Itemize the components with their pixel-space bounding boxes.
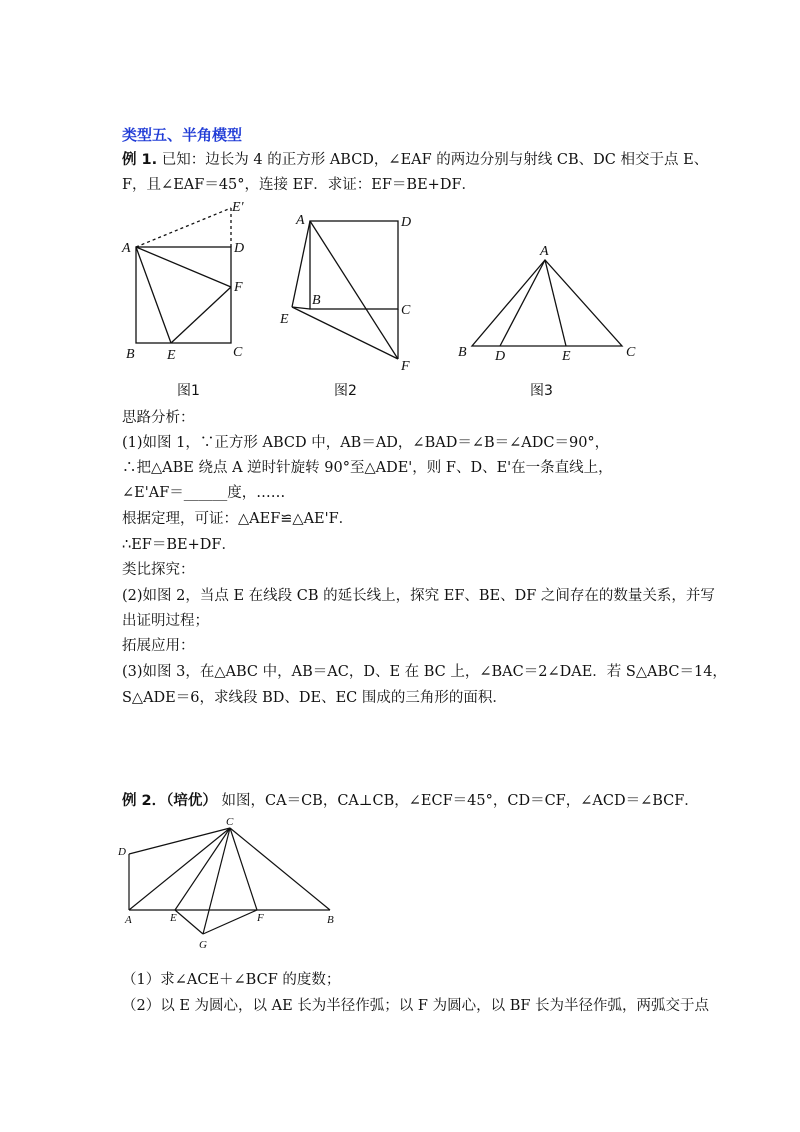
analysis-p4: 根据定理，可证：△AEF≌△AE'F． [122, 511, 354, 527]
fig3-label-a: A [540, 244, 549, 259]
fig3-label-d: D [495, 349, 506, 364]
fig2-label-c: C [401, 303, 411, 318]
square-abcd [136, 247, 231, 343]
fig3-label-e: E [562, 349, 571, 364]
ex2-question-2: （2）以 E 为圆心，以 AE 长为半径作弧；以 F 为圆心，以 BF 长为半径作弧，两弧交于点 [122, 998, 710, 1014]
ex2-label-a: A [125, 914, 132, 926]
ex2-statement [122, 791, 699, 811]
ex1-figure-1 [118, 196, 258, 366]
ex2-label-g: G [199, 939, 207, 951]
segment-cf [230, 828, 257, 910]
question-3-line1: (3)如图 3，在△ABC 中，AB＝AC，D、E 在 BC 上，∠BAC＝2∠DAE．若 S△ABC＝14， [122, 664, 727, 680]
ex2-stmt: 如图，CA＝CB，CA⊥CB，∠ECF＝45°，CD＝CF，∠ACD＝∠BCF． [221, 793, 699, 809]
fig2-label-e: E [280, 312, 289, 327]
segment-ef [171, 287, 231, 343]
segment-eg [175, 910, 203, 934]
fig1-label-d: D [234, 241, 245, 256]
fig1-label-e-prime: E' [232, 200, 244, 215]
ex1-figure-3 [452, 240, 652, 365]
analysis-heading: 思路分析： [122, 410, 195, 426]
segment-af [310, 221, 398, 359]
fig2-label-b: B [312, 293, 321, 308]
analogy-heading: 类比探究： [122, 562, 195, 578]
ex1-label: 例 1. [122, 152, 158, 168]
segment-bc [230, 828, 330, 910]
fig2-label-f: F [401, 359, 410, 374]
segment-ae [136, 247, 171, 343]
question-2-line1: (2)如图 2，当点 E 在线段 CB 的延长线上，探究 EF、BE、DF 之间存在的数量关系，并写 [122, 588, 715, 604]
ex1-stmt1: 已知：边长为 4 的正方形 ABCD，∠EAF 的两边分别与射线 CB、DC 相交于点 E、 [161, 152, 709, 168]
segment-ac [129, 828, 230, 910]
analysis-p3: ∠E'AF＝______度，…… [122, 485, 286, 501]
section-title: 类型五、半角模型 [122, 126, 243, 144]
fig2-caption: 图2 [334, 383, 357, 399]
ex2-label-f: F [257, 912, 264, 924]
fig3-label-c: C [626, 345, 636, 360]
segment-cg [203, 828, 230, 934]
fig3-label-b: B [458, 345, 467, 360]
fig1-label-f: F [234, 280, 243, 295]
square-abcd [310, 221, 398, 309]
fig2-label-d: D [401, 215, 412, 230]
segment-ad [500, 260, 545, 346]
fig2-label-a: A [296, 213, 305, 228]
fig1-label-c: C [233, 345, 243, 360]
ex2-label-e: E [170, 912, 177, 924]
triangle-abc [472, 260, 622, 346]
question-2-line2: 出证明过程； [122, 613, 209, 629]
ex2-label-b: B [327, 914, 334, 926]
extension-heading: 拓展应用： [122, 638, 195, 654]
ex2-label-d: D [118, 846, 126, 858]
ex2-label: 例 2．（培优） [122, 793, 217, 809]
fig1-label-a: A [122, 241, 131, 256]
segment-fg [203, 910, 257, 934]
fig1-label-b: B [126, 347, 135, 362]
segment-ae [545, 260, 566, 346]
ex1-stmt2: F，且∠EAF＝45°，连接 EF．求证：EF＝BE+DF． [122, 177, 477, 193]
ex2-question-1: （1）求∠ACE＋∠BCF 的度数； [122, 972, 341, 988]
analysis-p1: (1)如图 1，∵正方形 ABCD 中，AB＝AD，∠BAD＝∠B＝∠ADC＝90°， [122, 435, 610, 451]
ex1-statement-line1 [122, 150, 708, 170]
segment-ae [292, 221, 310, 307]
ex2-label-c: C [226, 816, 234, 828]
analysis-p2: ∴把△ABE 绕点 A 逆时针旋转 90°至△ADE'，则 F、D、E'在一条直线上， [122, 460, 613, 476]
question-3-line2: S△ADE＝6，求线段 BD、DE、EC 围成的三角形的面积． [122, 690, 507, 706]
ex2-figure [112, 814, 352, 954]
ex1-figure-2 [276, 206, 426, 374]
fig3-caption: 图3 [530, 383, 553, 399]
analysis-p5: ∴EF＝BE+DF． [122, 537, 236, 553]
segment-ae1-dashed [136, 208, 231, 247]
segment-af [136, 247, 231, 287]
fig1-caption: 图1 [177, 383, 200, 399]
fig1-label-e: E [167, 348, 176, 363]
